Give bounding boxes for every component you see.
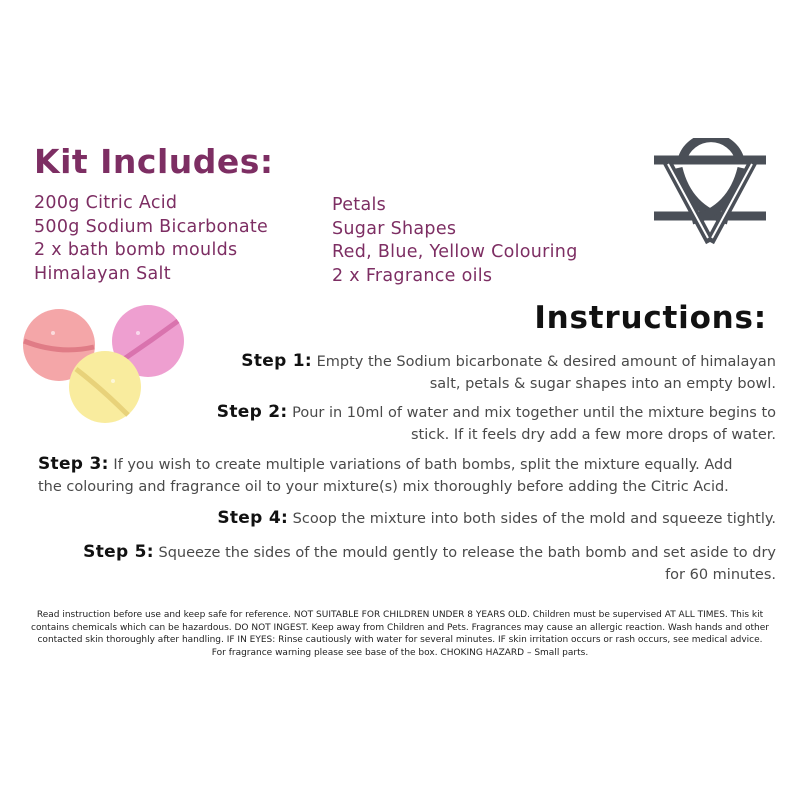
bath-bombs-illustration [18,303,190,429]
step-text: Pour in 10ml of water and mix together until the mixture begins to stick. If it feels dry add a few more drops of water. [292,405,776,443]
kit-item: 2 x bath bomb moulds [34,240,238,260]
step-4 [217,507,776,530]
kit-items-right [332,194,578,288]
step-label: Step 4: [217,508,289,528]
step-text: If you wish to create multiple variations of bath bombs, split the mixture equally. Add the colouring and fragrance oil to your mixture(s) mix thoroughly before adding the Citric Acid. [38,457,733,495]
step-label: Step 2: [216,402,288,422]
step-2 [217,401,776,446]
step-text: Scoop the mixture into both sides of the mold and squeeze tightly. [292,511,776,527]
step-5 [83,541,776,586]
triangle-knot-logo-icon [648,138,772,252]
step-text: Empty the Sodium bicarbonate & desired amount of himalayan salt, petals & sugar shapes into an empty bowl. [316,354,776,392]
kit-includes-title: Kit Includes: [34,142,274,181]
kit-item: 200g Citric Acid [34,193,178,213]
kit-item: Himalayan Salt [34,263,171,284]
kit-item: 500g Sodium Bicarbonate [34,216,269,237]
step-3 [38,453,776,498]
kit-item: Red, Blue, Yellow Colouring [332,242,578,262]
kit-items-left [34,192,268,286]
instructions-title: Instructions: [534,300,767,336]
kit-item: 2 x Fragrance oils [332,265,493,286]
step-1 [241,350,776,395]
step-label: Step 5: [83,542,154,562]
step-label: Step 3: [38,454,109,474]
kit-item: Sugar Shapes [332,218,457,239]
safety-warning: Read instruction before use and keep safe for reference. NOT SUITABLE FOR CHILDREN UNDER 8 YEARS OLD. Children must be supervised AT ALL TIMES. This kit contains chemicals which can be hazardous. DO NOT INGEST. Keep away from Children and Pets. Fragrances may cause an allergic reaction. Wash hands and other contacted skin thoroughly after handling. IF IN EYES: Rinse cautiously with water for several minutes. IF skin irritation occurs or rash occurs, see medical advice. For fragrance warning please see base of the box. CHOKING HAZARD – Small parts. [31,610,769,658]
step-label: Step 1: [241,351,313,371]
step-text: Squeeze the sides of the mould gently to release the bath bomb and set aside to dry for 60 minutes. [158,545,776,583]
kit-item: Petals [332,195,387,215]
